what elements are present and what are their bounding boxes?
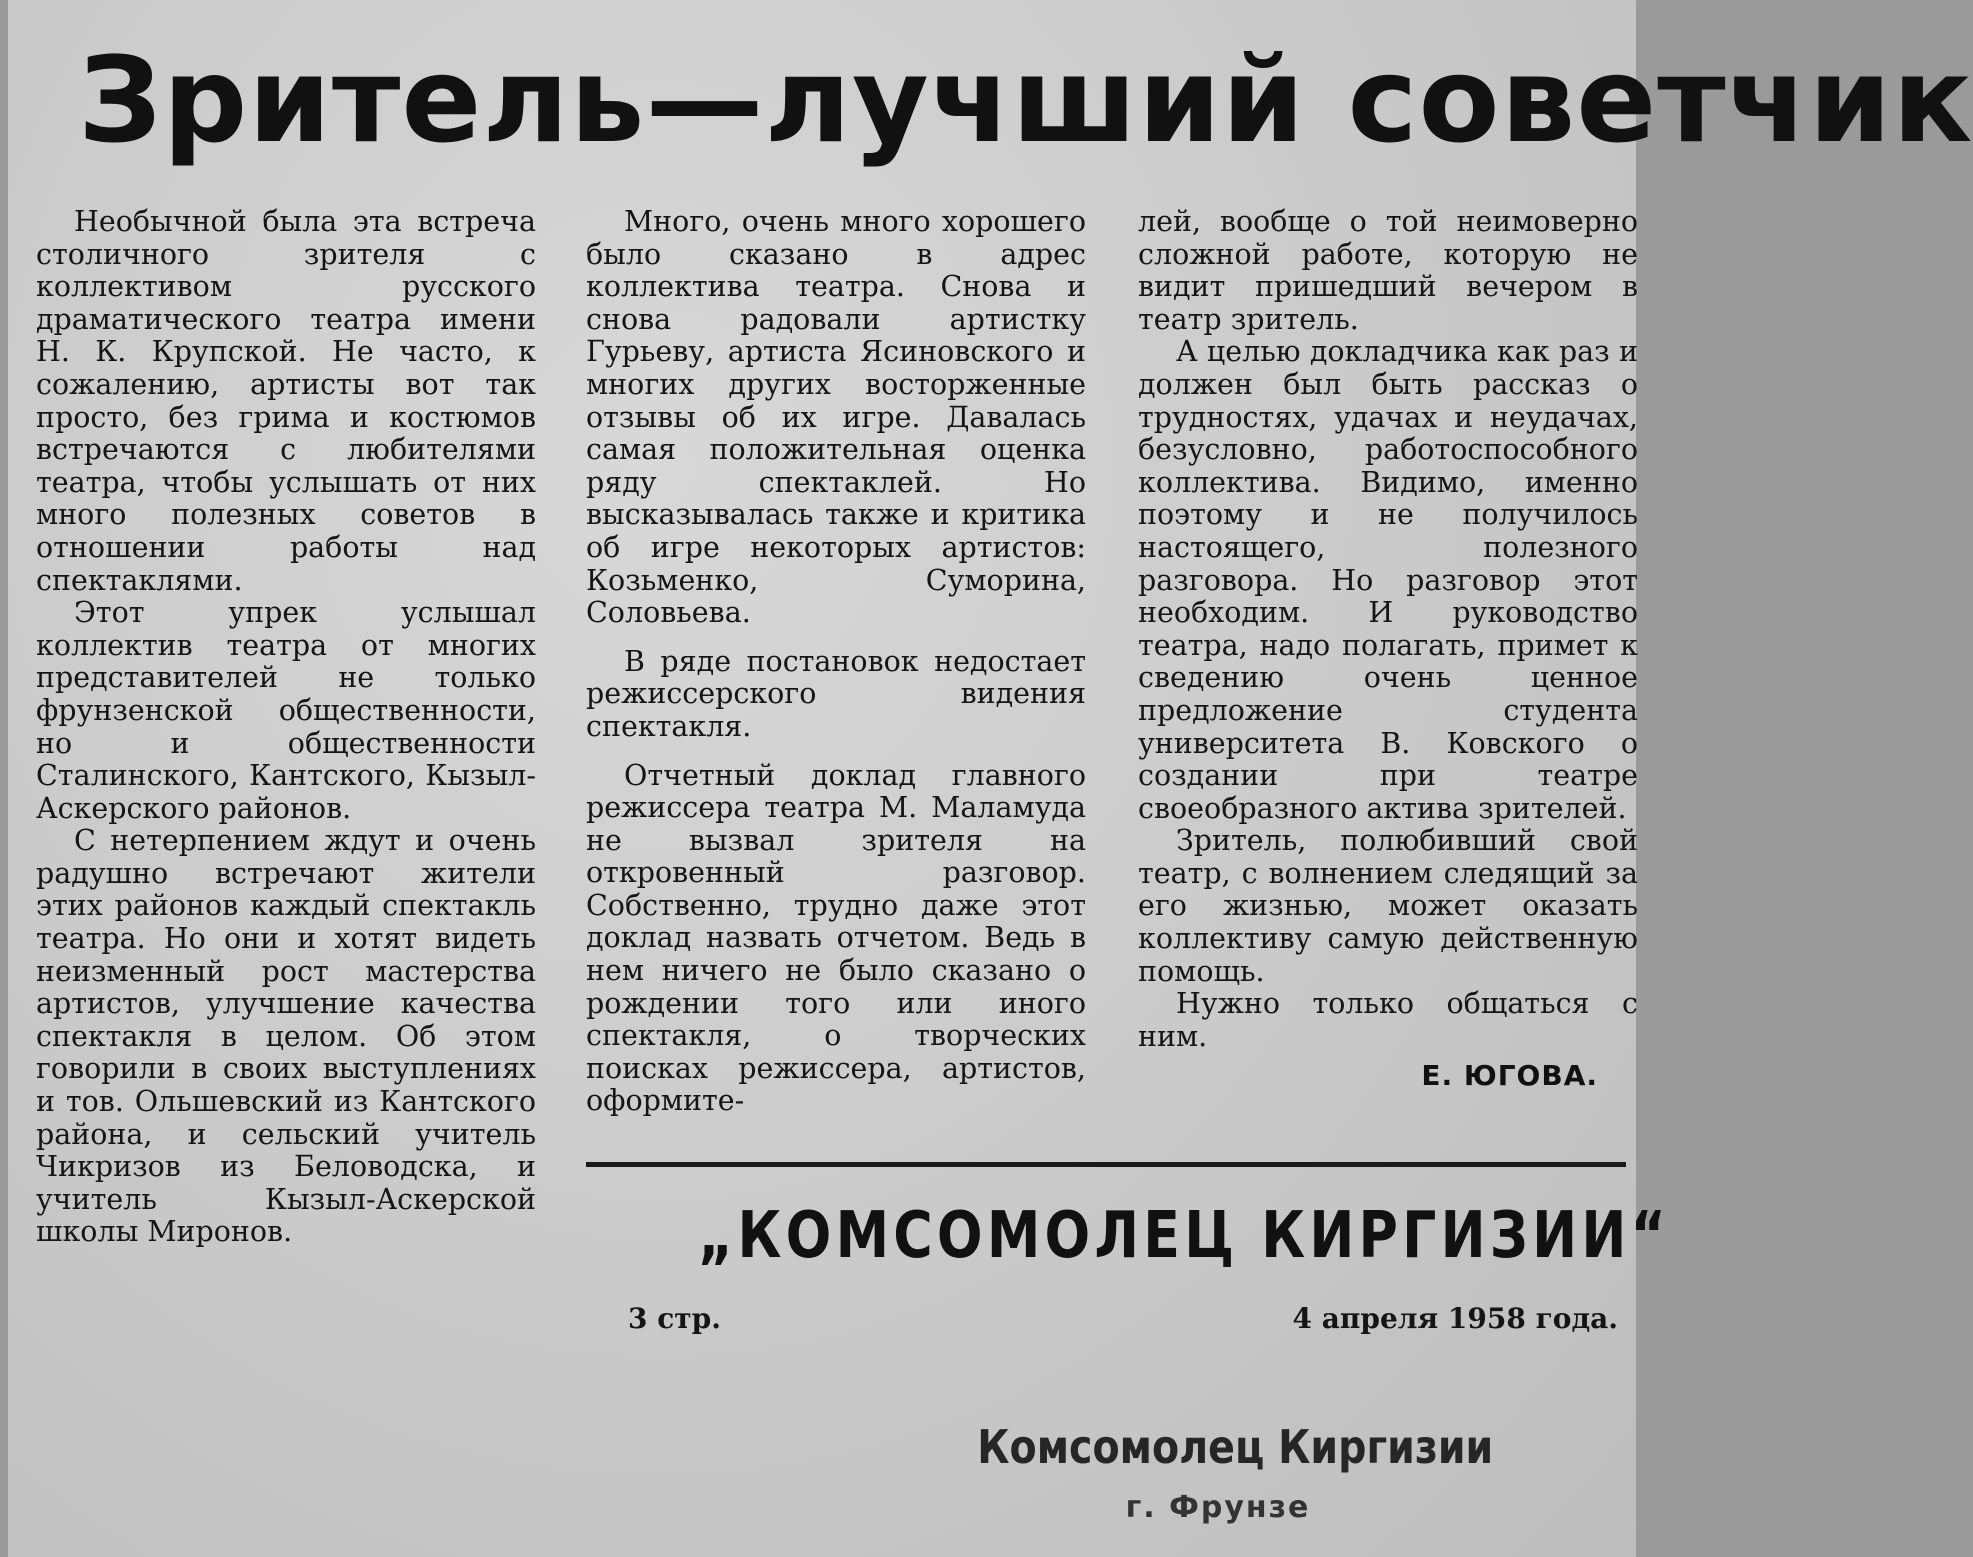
article-column-3 bbox=[1138, 206, 1638, 1092]
newspaper-masthead: „КОМСОМОЛЕЦ КИРГИЗИИ“ bbox=[698, 1199, 1671, 1273]
stamp-newspaper-name: Комсомолец Киргизии bbox=[977, 1420, 1494, 1474]
article-body bbox=[36, 205, 1671, 1346]
paragraph: С нетерпением ждут и очень радушно встречают жители этих районов каждый спектакль театра. Но они и хотят видеть неизменный рост мастерства артистов, улучшение качества спектакля в целом. Об этом говорили в своих выступлениях и тов. Ольшевский из Кантского района, и сельский учитель Чикризов из Беловодска, и учитель Кызыл-Аскерской школы Миронов. bbox=[36, 824, 536, 1249]
paragraph: Нужно только общаться с ним. bbox=[1138, 987, 1638, 1053]
paragraph: Необычной была эта встреча столичного зрителя с коллективом русского драматического театра имени Н. К. Крупской. Не часто, к сожалению, артисты вот так просто, без грима и костюмов встречаются с любителями театра, чтобы услышать от них много полезных советов в отношении работы над спектаклями. bbox=[36, 205, 536, 597]
paragraph: Этот упрек услышал коллектив театра от многих представителей не только фрунзенской общественности, но и общественности Сталинского, Кантского, Кызыл-Аскерского районов. bbox=[36, 596, 536, 825]
paragraph: Зритель, полюбивший свой театр, с волнением следящий за его жизнью, может оказать коллективу самую действенную помощь. bbox=[1138, 824, 1638, 988]
page-number: 3 стр. bbox=[628, 1302, 721, 1335]
issue-date: 4 апреля 1958 года. bbox=[1292, 1302, 1618, 1335]
paragraph: В ряде постановок недостает режиссерского видения спектакля. bbox=[586, 644, 1086, 743]
article-headline: Зритель—лучший советчик bbox=[78, 31, 1973, 169]
article-column-1 bbox=[36, 206, 536, 1249]
article-column-2 bbox=[586, 206, 1086, 1118]
paragraph: Много, очень много хорошего было сказано в адрес коллектива театра. Снова и снова радовали артистку Гурьеву, артиста Ясиновского и многих других восторженные отзывы об их игре. Давалась самая положительная оценка ряду спектаклей. Но высказывалась также и критика об игре некоторых артистов: Козьменко, Суморина, Соловьева. bbox=[586, 205, 1086, 630]
author-signature: Е. ЮГОВА. bbox=[1421, 1059, 1598, 1093]
divider-rule bbox=[586, 1162, 1626, 1167]
paragraph: А целью докладчика как раз и должен был быть рассказ о трудностях, удачах и неудачах, безусловно, работоспособного коллектива. Видимо, именно поэтому и не получилось настоящего, полезного разговора. Но разговор этот необходим. И руководство театра, надо полагать, примет к сведению очень ценное предложение студента университета В. Ковского о создании при театре своеобразного актива зрителей. bbox=[1138, 335, 1638, 825]
stamp-city: г. Фрунзе bbox=[1125, 1490, 1311, 1525]
paragraph: Отчетный доклад главного режиссера театра М. Маламуда не вызвал зрителя на откровенный разговор. Собственно, трудно даже этот доклад назвать отчетом. Ведь в нем ничего не было сказано о рождении того или иного спектакля, о творческих поисках режиссера, артистов, оформите- bbox=[586, 758, 1086, 1118]
newspaper-clipping bbox=[8, 0, 1973, 1557]
paragraph: лей, вообще о той неимоверно сложной работе, которую не видит пришедший вечером в театр зритель. bbox=[1138, 205, 1638, 336]
